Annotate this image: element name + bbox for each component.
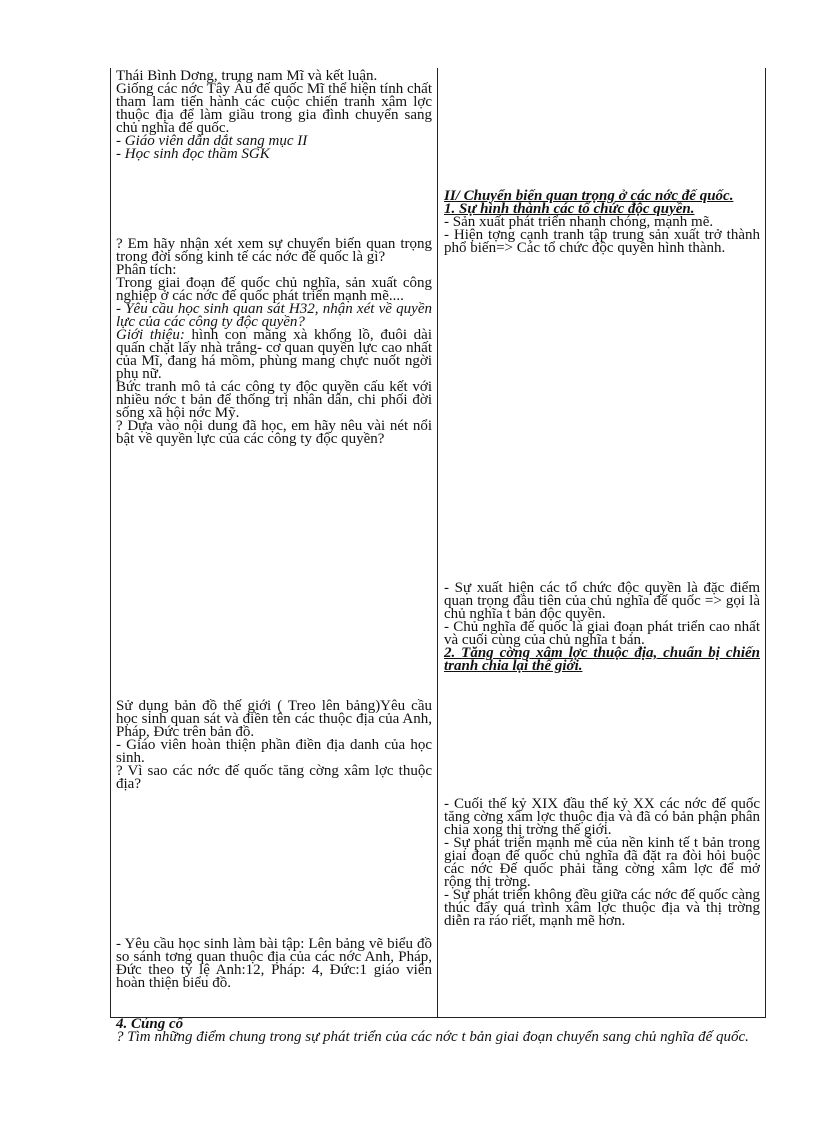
right-para-6: - Sự phát triển mạnh mẽ của nền kinh tế t bản trong giai đoạn đế quốc chủ nghĩa đã đặt ra đòi hỏi buộc các nớc Đế quốc phải tăng cờng xâm lợc để mở rộng thị trờng. (444, 835, 760, 890)
observe-instruction: - Yêu cầu học sinh quan sát H32, nhận xét về quyền lực của các công ty độc quyền? (116, 301, 432, 330)
left-question-2: ? Dựa vào nội dung đã học, em hãy nêu vài nét nổi bật về quyền lực của các công ty độc quyền? (116, 418, 432, 447)
right-para-4: - Chủ nghĩa đế quốc là giai đoạn phát triển cao nhất và cuối cùng của chủ nghĩa t bản. (444, 619, 760, 648)
right-para-3: - Sự xuất hiện các tổ chức độc quyền là đặc điểm quan trọng đầu tiên của chủ nghĩa đế quốc => gọi là chủ nghĩa t bản độc quyền. - Chủ nghĩa đế quốc là giai đoạn phát triển cao nhất và cuối cùng của chủ nghĩa t bản. 2. Tăng cờng xâm lợc thuộc địa, chuẩn bị chiến tranh chia lại thế giới. (444, 580, 760, 674)
exercise-instruction: - Yêu cầu học sinh làm bài tập: Lên bảng vẽ biểu đồ so sánh tơng quan thuộc địa của các nớc Anh, Pháp, Đức theo tỷ lệ Anh:12, Pháp: 4, Đức:1 giáo viên hoàn thiện biểu đồ. (116, 936, 432, 991)
picture-description: Bức tranh mô tả các công ty độc quyền cấu kết với nhiều nớc t bản để thống trị nhân dân, chi phối đời sống xã hội nớc Mỹ. (116, 379, 432, 421)
student-instruction: - Học sinh đọc thầm SGK (116, 146, 270, 162)
left-question-3: ? Vì sao các nớc đế quốc tăng cờng xâm lợc thuộc địa? (116, 763, 432, 792)
teacher-complete: - Giáo viên hoàn thiện phần điền địa danh của học sinh. (116, 737, 432, 766)
right-para-2: - Hiện tợng cạnh tranh tập trung sản xuất trở thành phổ biến=> Các tổ chức độc quyền hình thành. (444, 227, 760, 256)
section-heading-2: II/ Chuyển biến quan trọng ở các nớc đế quốc. 1. Sự hình thành các tổ chức độc quyền. - Sản xuất phát triển nhanh chóng, mạnh mẽ. - Hiện tợng cạnh tranh tập trung sản xuất trở thành phổ biến=> Các tổ chức độc quyền hình thành. (444, 188, 760, 256)
left-question-1: ? Em hãy nhận xét xem sự chuyển biến quan trọng trong đời sống kinh tế các nớc đế quốc là gì? Phân tích: Trong giai đoạn đế quốc chủ nghĩa, sản xuất công nghiệp ở các nớc đế quốc phát triển mạnh mẽ.... - Yêu cầu học sinh quan sát H32, nhận xét về quyền lực của các công ty độc quyền? Giới thiệu: hình con mãng xà khổng lồ, đuôi dài quấn chặt lấy nhà trắng- cơ quan quyền lực cao nhất của Mĩ, đang há mồm, phùng mang chực nuốt ngời phụ nữ. Bức tranh mô tả các công ty độc quyền cấu kết với nhiều nớc t bản để thống trị nhân dân, chi phối đời sống xã hội nớc Mỹ. ? Dựa vào nội dung đã học, em hãy nêu vài nét nổi bật về quyền lực của các công ty độc quyền? (116, 236, 432, 447)
table-border-left (110, 68, 111, 1018)
consolidation-question: ? Tìm những điểm chung trong sự phát triển của các nớc t bản giai đoạn chuyển sang chủ nghĩa đế quốc. (116, 1029, 749, 1045)
left-para-1: Thái Bình Dơng, trung nam Mĩ và kết luận. Giống các nớc Tây Âu đế quốc Mĩ thể hiện tính chất tham lam tiến hành các cuộc chiến tranh xâm lợc thuộc địa để làm giầu trong gia đình chuyển sang chủ nghĩa đế quốc. - Giáo viên dẫn dắt sang mục II - Học sinh đọc thầm SGK (116, 68, 432, 162)
analysis-label: Phân tích: (116, 262, 177, 278)
right-para-7: - Sự phát triển không đều giữa các nớc đế quốc càng thúc đẩy quá trình xâm lợc thuộc địa và thị trờng diễn ra ráo riết, mạnh mẽ hơn. (444, 887, 760, 929)
teacher-instruction: - Giáo viên dẫn dắt sang mục II (116, 133, 308, 149)
consolidation-section (116, 1018, 756, 1044)
introduction-text: Giới thiệu: hình con mãng xà khổng lồ, đuôi dài quấn chặt lấy nhà trắng- cơ quan quyền lực cao nhất của Mĩ, đang há mồm, phùng mang chực nuốt ngời phụ nữ. (116, 327, 432, 382)
right-para-1: - Sản xuất phát triển nhanh chóng, mạnh mẽ. (444, 214, 714, 230)
right-para-5: - Cuối thế kỷ XIX đầu thế kỷ XX các nớc đế quốc tăng cờng xâm lợc thuộc địa và đã có bản phận phân chia xong thị trờng thế giới. - Sự phát triển mạnh mẽ của nền kinh tế t bản trong giai đoạn đế quốc chủ nghĩa đã đặt ra đòi hỏi buộc các nớc Đế quốc phải tăng cờng xâm lợc để mở rộng thị trờng. - Sự phát triển không đều giữa các nớc đế quốc càng thúc đẩy quá trình xâm lợc thuộc địa và thị trờng diễn ra ráo riết, mạnh mẽ hơn. (444, 796, 760, 929)
introduction-label: Giới thiệu: (116, 327, 185, 343)
subheading-1: 1. Sự hình thành các tổ chức độc quyền. (444, 201, 695, 217)
left-para-2: Giống các nớc Tây Âu đế quốc Mĩ thể hiện tính chất tham lam tiến hành các cuộc chiến tranh xâm lợc thuộc địa để làm giầu trong gia đình chuyển sang chủ nghĩa đế quốc. (116, 81, 432, 136)
lesson-table (110, 68, 766, 1018)
table-border-middle (437, 68, 438, 1018)
table-border-right (765, 68, 766, 1018)
map-activity: Sử dụng bản đồ thế giới ( Treo lên bảng)Yêu cầu học sinh quan sát và điền tên các thuộc địa của Anh, Pháp, Đức trên bản đồ. - Giáo viên hoàn thiện phần điền địa danh của học sinh. ? Vì sao các nớc đế quốc tăng cờng xâm lợc thuộc địa? (116, 698, 432, 792)
consolidation-title: 4. Củng cố (116, 1016, 184, 1032)
subheading-2: 2. Tăng cờng xâm lợc thuộc địa, chuẩn bị chiến tranh chia lại thế giới. (444, 645, 760, 674)
analysis-text: Trong giai đoạn đế quốc chủ nghĩa, sản xuất công nghiệp ở các nớc đế quốc phát triển mạnh mẽ.... (116, 275, 432, 304)
